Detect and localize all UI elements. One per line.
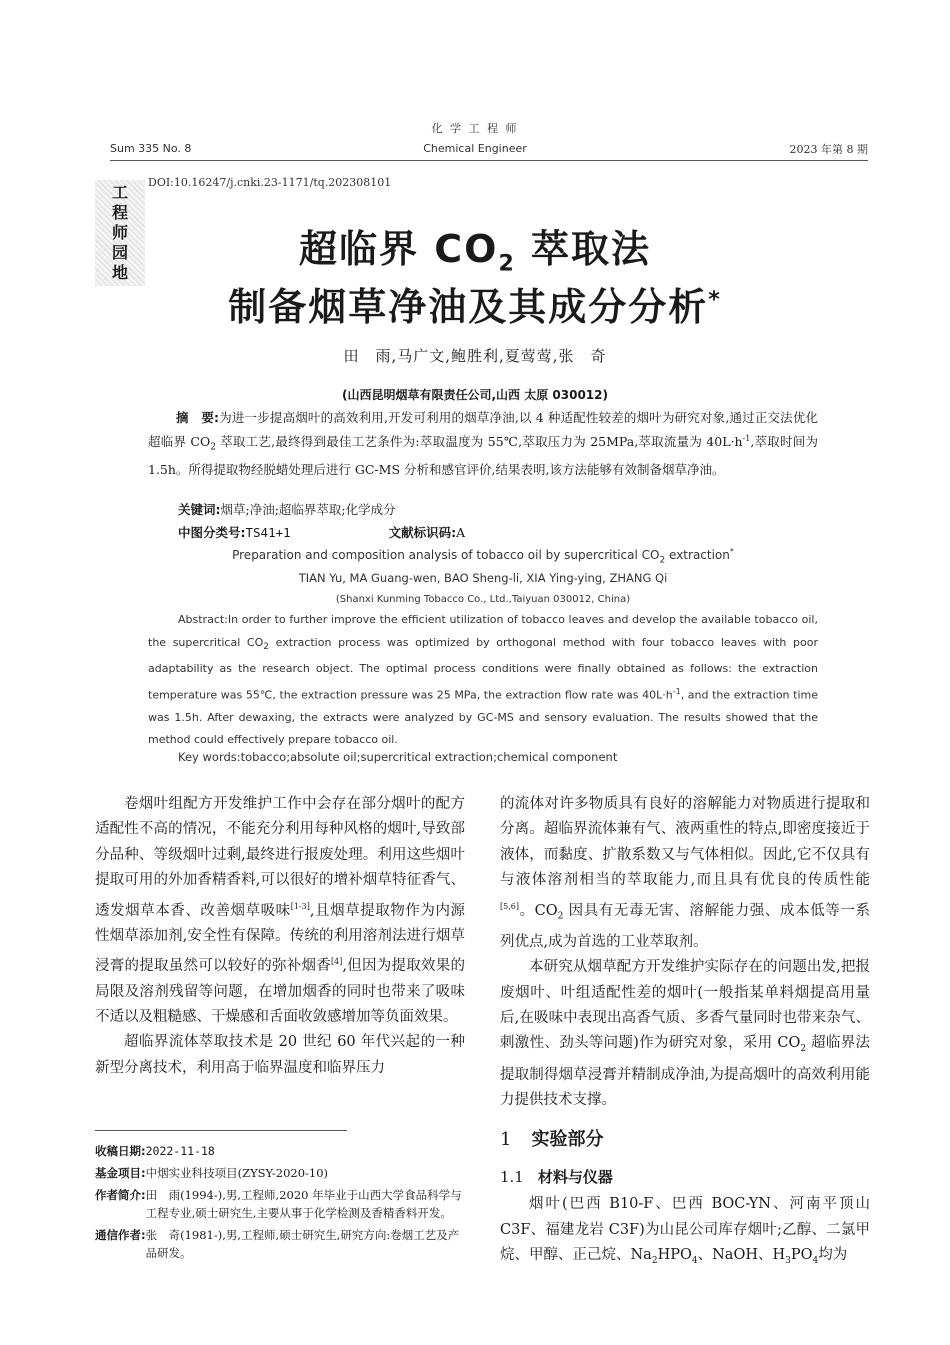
abstract-cn: 摘 要:为进一步提高烟叶的高效利用,开发可利用的烟草净油,以 4 种适配性较差的烟叶为研究对象,通过正交法优化超临界 $CO_2$ 萃取工艺,最终得到最佳工艺条件为:萃取温度为 55℃,萃取压力为 25MPa,萃取流量为 $40L\cdot h^{-1}$,萃取时间为 1.5h。所得提取物经脱蜡处理后进行 GC-MS 分析和感官评价,结果表明,该方法能够有效制备烟草净油。	[148, 410, 819, 477]
english-title: Preparation and composition analysis of tobacco oil by supercritical $CO_2$ extraction*	[232, 547, 734, 566]
footnote-received: 收稿日期: 2022-11-18	[95, 1144, 215, 1158]
body-left-column	[95, 792, 465, 1081]
footnote-bio: 作者简介: 田 雨(1994-),男,工程师,2020 年毕业于山西大学食品科学与工程专业,硕士研究生,主要从事于化学检测及香精香料开发。	[95, 1188, 462, 1220]
paper-title-line-1: 超临界 $CO_2$ 萃取法	[299, 227, 651, 277]
footnote-rule	[95, 1130, 347, 1131]
paper-title-line-2: 制备烟草净油及其成分分析*	[228, 285, 722, 329]
body-right-column	[500, 792, 870, 1274]
affiliation: (山西昆明烟草有限责任公司,山西 太原 030012)	[342, 388, 608, 402]
issue-year: 2023 年第 8 期	[789, 143, 868, 156]
body-paragraph: 卷烟叶组配方开发维护工作中会存在部分烟叶的配方适配性不高的情况，不能充分利用每种风格的烟叶,导致部分品种、等级烟叶过剩,最终进行报废处理。利用这些烟叶提取可用的外加香精香料,可以很好的增补烟草特征香气、透发烟草本香、改善烟草吸味[1-3],且烟草提取物作为内源性烟草添加剂,安全性有保障。传统的利用溶剂法进行烟草浸膏的提取虽然可以较好的弥补烟香[4],但因为提取效果的局限及溶剂残留等问题，在增加烟香的同时也带来了吸味不适以及粗糙感、干燥感和舌面收敛感增加等负面效果。	[95, 796, 466, 1025]
body-paragraph: 超临界流体萃取技术是 20 世纪 60 年代兴起的一种新型分离技术，利用高于临界温度和临界压力	[95, 1034, 465, 1076]
section-heading-1-1: 1.1 材料与仪器	[500, 1167, 613, 1186]
column-tab-char: 程	[111, 203, 128, 222]
section-heading-1: 1 实验部分	[500, 1129, 604, 1151]
abstract-cn-label: 摘 要:	[176, 410, 220, 425]
english-authors: TIAN Yu, MA Guang-wen, BAO Sheng-li, XIA Ying-ying, ZHANG Qi	[298, 571, 668, 585]
authors: 田 雨,马广文,鲍胜利,夏莺莺,张 奇	[343, 347, 607, 365]
body-paragraph: 烟叶(巴西 B10-F、巴西 BOC-YN、河南平顶山 C3F、福建龙岩 C3F)为山昆公司库存烟叶;乙醇、二氯甲烷、甲醇、正己烷、$Na_2HPO_4$、NaOH、$H_3PO_4$均为	[500, 1196, 870, 1266]
footnote-fund: 基金项目: 中烟实业科技项目(ZYSY-2020-10)	[95, 1166, 329, 1180]
english-affiliation: (Shanxi Kunming Tobacco Co., Ltd.,Taiyuan 030012, China)	[335, 594, 631, 605]
body-paragraph: 的流体对许多物质具有良好的溶解能力对物质进行提取和分离。超临界流体兼有气、液两重性的特点,即密度接近于液体，而黏度、扩散系数又与气体相似。因此,它不仅具有与液体溶剂相当的萃取能力,而且具有优良的传质性能[5,6]。$CO_2$ 因具有无毒无害、溶解能力强、成本低等一系列优点,成为首选的工业萃取剂。	[500, 796, 871, 950]
header-rule	[110, 160, 868, 161]
journal-name-en: Chemical Engineer	[423, 142, 527, 155]
keywords-cn: 关键词:烟草;净油;超临界萃取;化学成分	[178, 502, 396, 517]
classification: 中图分类号:TS41+1 文献标识码:A	[178, 525, 466, 540]
footnotes	[95, 1142, 470, 1262]
english-keywords: Key words:tobacco;absolute oil;supercritical extraction;chemical component	[178, 750, 618, 764]
column-tab-char: 师	[111, 223, 128, 242]
journal-name-cn: 化 学 工 程 师	[431, 122, 519, 135]
english-abstract: Abstract:In order to further improve the efficient utilization of tobacco leaves and develop the available tobacco oil, the supercritical $CO_2$ extraction process was optimized by orthogonal method with four tobacco leaves with poor adaptability as the research object. The optimal process conditions were finally obtained as follows: the extraction temperature was 55℃, the extraction pressure was 25 MPa, the extraction flow rate was $40L\cdot h^{-1}$, and the extraction time was 1.5h. After dewaxing, the extracts were analyzed by GC-MS and sensory evaluation. The results showed that the method could effectively prepare tobacco oil.	[148, 613, 818, 747]
issue-sum: Sum 335 No. 8	[110, 142, 192, 155]
footnote-corresponding: 通信作者: 张 奇(1981-),男,工程师,硕士研究生,研究方向:卷烟工艺及产品研发。	[95, 1228, 460, 1260]
column-tab-char: 工	[111, 183, 128, 202]
doi: DOI:10.16247/j.cnki.23-1171/tq.202308101	[148, 176, 392, 189]
column-tab-char: 园	[111, 243, 128, 262]
column-tab-char: 地	[111, 263, 128, 282]
body-paragraph: 本研究从烟草配方开发维护实际存在的问题出发,把报废烟叶、叶组适配性差的烟叶(一般指某单料烟提高用量后,在吸味中表现出高香气质、多香气量同时也带来杂气、刺激性、劲头等问题)作为研究对象，采用 $CO_2$ 超临界法提取制得烟草浸膏并精制成净油,为提高烟叶的高效利用能力提供技术支撑。	[500, 959, 870, 1109]
